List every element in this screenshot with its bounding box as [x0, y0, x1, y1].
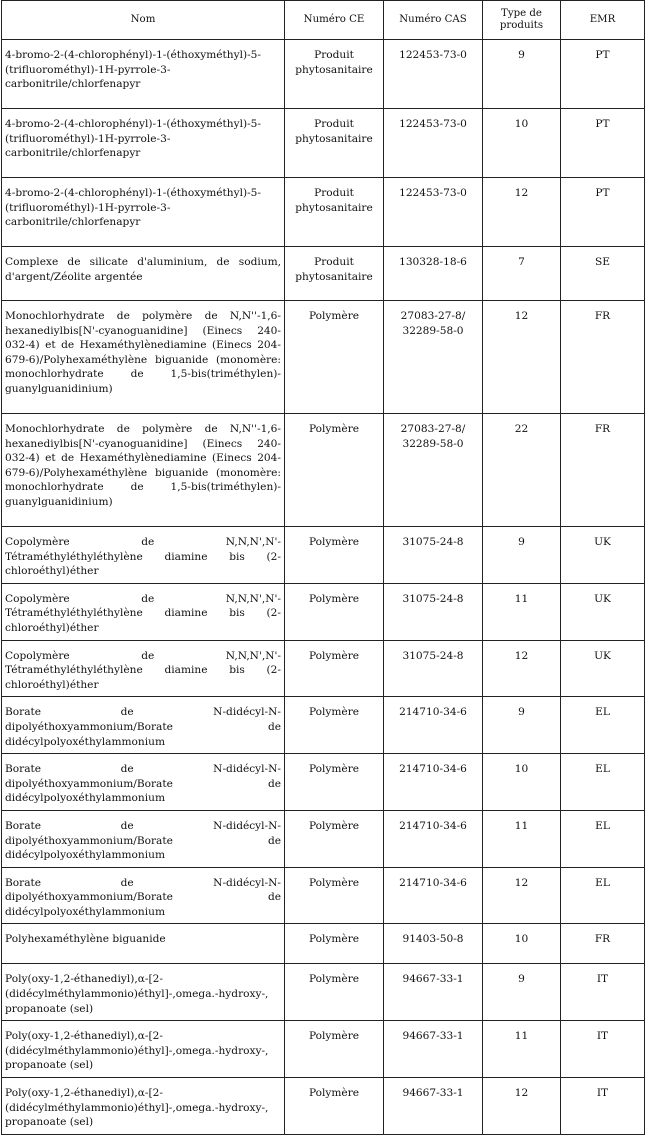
substances-table	[1, 0, 645, 1135]
cell-emr: EL	[561, 810, 645, 867]
cell-type-produits: 11	[483, 810, 561, 867]
cell-type-produits: 12	[483, 178, 561, 247]
cell-emr: UK	[561, 640, 645, 697]
cell-emr: UK	[561, 583, 645, 640]
cell-nom: Polyhexaméthylène biguanide	[2, 924, 285, 964]
table-row	[2, 810, 645, 867]
table-row	[2, 640, 645, 697]
cell-type-produits: 10	[483, 924, 561, 964]
cell-nom: Poly(oxy-1,2-éthanediyl),α-[2-(didécylméthylammonio)éthyl]-,omega.-hydroxy-, propanoate (sel)	[2, 1078, 285, 1135]
cell-numero-ce: Polymère	[285, 640, 384, 697]
cell-type-produits: 22	[483, 414, 561, 527]
column-header-nom: Nom	[2, 1, 285, 40]
cell-numero-ce: Polymère	[285, 867, 384, 924]
cell-type-produits: 12	[483, 640, 561, 697]
table-row	[2, 247, 645, 301]
cell-type-produits: 9	[483, 40, 561, 109]
cell-emr: UK	[561, 527, 645, 584]
table-row	[2, 924, 645, 964]
cell-numero-cas: 94667-33-1	[384, 1078, 483, 1135]
table-row	[2, 867, 645, 924]
column-header-type-produits: Type de produits	[483, 1, 561, 40]
cell-type-produits: 10	[483, 109, 561, 178]
cell-numero-cas: 214710-34-6	[384, 697, 483, 754]
cell-numero-cas: 122453-73-0	[384, 40, 483, 109]
cell-type-produits: 12	[483, 1078, 561, 1135]
cell-type-produits: 9	[483, 964, 561, 1021]
cell-nom: Borate de N-didécyl-N-dipolyéthoxyammonium/Borate de didécylpolyoxéthylammonium	[2, 867, 285, 924]
cell-type-produits: 11	[483, 1021, 561, 1078]
table-row	[2, 1021, 645, 1078]
cell-nom: 4-bromo-2-(4-chlorophényl)-1-(éthoxyméthyl)-5-(trifluorométhyl)-1H-pyrrole-3-carbonitrile/chlorfenapyr	[2, 178, 285, 247]
table-row	[2, 414, 645, 527]
cell-numero-cas: 31075-24-8	[384, 583, 483, 640]
cell-type-produits: 9	[483, 697, 561, 754]
cell-emr: EL	[561, 697, 645, 754]
cell-emr: PT	[561, 40, 645, 109]
cell-type-produits: 11	[483, 583, 561, 640]
cell-emr: FR	[561, 924, 645, 964]
cell-emr: EL	[561, 754, 645, 811]
table-row	[2, 697, 645, 754]
cell-numero-ce: Polymère	[285, 1078, 384, 1135]
cell-numero-ce: Polymère	[285, 583, 384, 640]
cell-nom: 4-bromo-2-(4-chlorophényl)-1-(éthoxyméthyl)-5-(trifluorométhyl)-1H-pyrrole-3-carbonitrile/chlorfenapyr	[2, 109, 285, 178]
cell-nom: 4-bromo-2-(4-chlorophényl)-1-(éthoxyméthyl)-5-(trifluorométhyl)-1H-pyrrole-3-carbonitrile/chlorfenapyr	[2, 40, 285, 109]
cell-numero-cas: 122453-73-0	[384, 178, 483, 247]
table-row	[2, 301, 645, 414]
cell-numero-cas: 91403-50-8	[384, 924, 483, 964]
cell-nom: Copolymère de N,N,N',N'-Tétraméthyléthyléthylène diamine bis (2-chloroéthyl)éther	[2, 583, 285, 640]
cell-numero-ce: Polymère	[285, 414, 384, 527]
cell-nom: Borate de N-didécyl-N-dipolyéthoxyammonium/Borate de didécylpolyoxéthylammonium	[2, 754, 285, 811]
cell-nom: Monochlorhydrate de polymère de N,N''-1,6-hexanediylbis[N'-cyanoguanidine] (Einecs 240-032-4) et de Hexaméthylènediamine (Einecs 204-679-6)/Polyhexaméthylène biguanide (monomère: monochlorhydrate de 1,5-bis(triméthylen)-guanylguanidinium)	[2, 301, 285, 414]
column-header-numero-cas: Numéro CAS	[384, 1, 483, 40]
cell-emr: IT	[561, 1078, 645, 1135]
table-row	[2, 109, 645, 178]
cell-emr: IT	[561, 1021, 645, 1078]
cell-numero-cas: 130328-18-6	[384, 247, 483, 301]
cell-type-produits: 12	[483, 301, 561, 414]
cell-nom: Poly(oxy-1,2-éthanediyl),α-[2-(didécylméthylammonio)éthyl]-,omega.-hydroxy-, propanoate (sel)	[2, 1021, 285, 1078]
cell-numero-cas: 27083-27-8/ 32289-58-0	[384, 301, 483, 414]
cell-numero-ce: Produit phytosanitaire	[285, 178, 384, 247]
cell-numero-ce: Polymère	[285, 810, 384, 867]
table-row	[2, 754, 645, 811]
cell-numero-ce: Polymère	[285, 1021, 384, 1078]
cell-numero-cas: 214710-34-6	[384, 867, 483, 924]
cell-nom: Monochlorhydrate de polymère de N,N''-1,6-hexanediylbis[N'-cyanoguanidine] (Einecs 240-032-4) et de Hexaméthylènediamine (Einecs 204-679-6)/Polyhexaméthylène biguanide (monomère: monochlorhydrate de 1,5-bis(triméthylen)-guanylguanidinium)	[2, 414, 285, 527]
cell-type-produits: 9	[483, 527, 561, 584]
cell-numero-cas: 214710-34-6	[384, 754, 483, 811]
cell-numero-ce: Polymère	[285, 924, 384, 964]
cell-emr: SE	[561, 247, 645, 301]
table-row	[2, 178, 645, 247]
cell-numero-cas: 31075-24-8	[384, 640, 483, 697]
cell-type-produits: 12	[483, 867, 561, 924]
cell-emr: FR	[561, 414, 645, 527]
column-header-numero-ce: Numéro CE	[285, 1, 384, 40]
cell-numero-cas: 27083-27-8/ 32289-58-0	[384, 414, 483, 527]
cell-type-produits: 10	[483, 754, 561, 811]
table-row	[2, 964, 645, 1021]
cell-numero-cas: 214710-34-6	[384, 810, 483, 867]
column-header-emr: EMR	[561, 1, 645, 40]
cell-numero-cas: 122453-73-0	[384, 109, 483, 178]
cell-type-produits: 7	[483, 247, 561, 301]
cell-emr: IT	[561, 964, 645, 1021]
cell-numero-cas: 31075-24-8	[384, 527, 483, 584]
cell-nom: Copolymère de N,N,N',N'-Tétraméthyléthyléthylène diamine bis (2-chloroéthyl)éther	[2, 527, 285, 584]
table-row	[2, 40, 645, 109]
cell-emr: EL	[561, 867, 645, 924]
cell-numero-ce: Polymère	[285, 301, 384, 414]
cell-numero-ce: Produit phytosanitaire	[285, 40, 384, 109]
cell-numero-cas: 94667-33-1	[384, 964, 483, 1021]
cell-emr: FR	[561, 301, 645, 414]
cell-numero-ce: Polymère	[285, 527, 384, 584]
cell-nom: Borate de N-didécyl-N-dipolyéthoxyammonium/Borate de didécylpolyoxéthylammonium	[2, 697, 285, 754]
table-row	[2, 583, 645, 640]
cell-numero-ce: Polymère	[285, 754, 384, 811]
cell-nom: Poly(oxy-1,2-éthanediyl),α-[2-(didécylméthylammonio)éthyl]-,omega.-hydroxy-, propanoate (sel)	[2, 964, 285, 1021]
cell-emr: PT	[561, 109, 645, 178]
cell-numero-ce: Produit phytosanitaire	[285, 247, 384, 301]
cell-numero-ce: Polymère	[285, 697, 384, 754]
table-header-row	[2, 1, 645, 40]
cell-emr: PT	[561, 178, 645, 247]
table-row	[2, 527, 645, 584]
cell-nom: Copolymère de N,N,N',N'-Tétraméthyléthyléthylène diamine bis (2-chloroéthyl)éther	[2, 640, 285, 697]
cell-numero-ce: Produit phytosanitaire	[285, 109, 384, 178]
cell-nom: Complexe de silicate d'aluminium, de sodium, d'argent/Zéolite argentée	[2, 247, 285, 301]
cell-numero-cas: 94667-33-1	[384, 1021, 483, 1078]
cell-nom: Borate de N-didécyl-N-dipolyéthoxyammonium/Borate de didécylpolyoxéthylammonium	[2, 810, 285, 867]
cell-numero-ce: Polymère	[285, 964, 384, 1021]
